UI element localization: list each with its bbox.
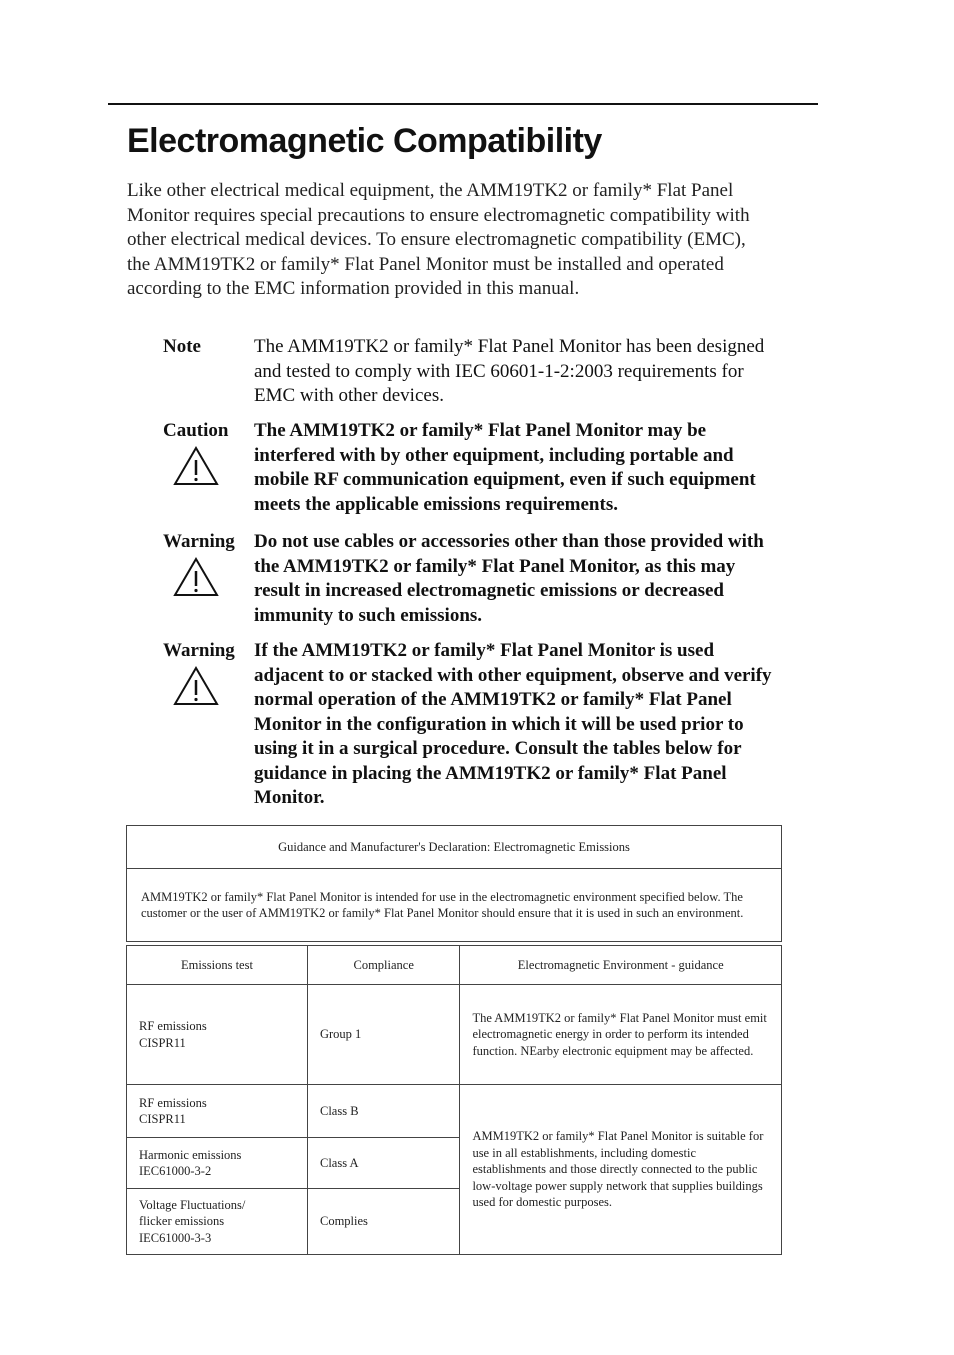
test-standard: CISPR11 [139, 1035, 186, 1050]
header-compliance: Compliance [307, 946, 459, 985]
test-name: RF emissions [139, 1095, 207, 1110]
compliance-cell: Group 1 [307, 985, 459, 1085]
warning-label: Warning [163, 531, 235, 552]
test-standard: IEC61000-3-2 [139, 1164, 212, 1178]
emissions-test-cell [127, 985, 308, 1085]
table-row [127, 1085, 782, 1138]
caution-text: The AMM19TK2 or family* Flat Panel Monitor may be interfered with by other equipment, including portable and mobile RF communication equipment, even if such equipment meets the applicable emissions requirements. [254, 420, 756, 515]
test-name: Harmonic emissions [139, 1147, 242, 1162]
guidance-cell: The AMM19TK2 or family* Flat Panel Monitor must emit electromagnetic energy in order to perform its intended function. NEarby electronic equipment may be affected. [460, 985, 782, 1085]
emissions-test-cell [127, 1085, 308, 1138]
warning-text-cables: Do not use cables or accessories other than those provided with the AMM19TK2 or family* Flat Panel Monitor, as this may result in increased electromagnetic emissions or decreased immunity to such emissions. [254, 531, 764, 626]
warning-triangle-icon [173, 446, 219, 486]
test-name: RF emissions [139, 1019, 207, 1033]
compliance-cell: Class A [307, 1138, 459, 1189]
note-text: The AMM19TK2 or family* Flat Panel Monitor has been designed and tested to comply with IEC 60601-1-2:2003 requirements for EMC with other devices. [254, 336, 765, 406]
table-intro: AMM19TK2 or family* Flat Panel Monitor is intended for use in the electromagnetic environment specified below. The customer or the user of AMM19TK2 or family* Flat Panel Monitor should ensure that it is used in such an environment. [127, 869, 782, 942]
test-name-cont: flicker emissions [139, 1214, 225, 1229]
warning-text-stacking: If the AMM19TK2 or family* Flat Panel Monitor is used adjacent to or stacked with other equipment, observe and verify normal operation of the AMM19TK2 or family* Flat Panel Monitor in the configuration in which it will be used prior to using it in a surgical procedure. Consult the tables below for guidance in placing the AMM19TK2 or family* Flat Panel Monitor. [254, 640, 772, 808]
caution-label: Caution [163, 420, 229, 441]
warning-triangle-icon [173, 666, 219, 706]
table-row [127, 985, 782, 1085]
emissions-table [126, 825, 782, 1255]
top-rule [108, 103, 818, 105]
emissions-test-cell [127, 1189, 308, 1255]
header-guidance: Electromagnetic Environment - guidance [460, 946, 782, 985]
warning-label: Warning [163, 640, 235, 661]
emissions-test-cell [127, 1138, 308, 1189]
test-name: Voltage Fluctuations/ [139, 1197, 246, 1212]
intro-paragraph: Like other electrical medical equipment, the AMM19TK2 or family* Flat Panel Monitor requires special precautions to ensure electromagnetic compatibility with other electrical medical devices. To ensure electromagnetic compatibility (EMC), the AMM19TK2 or family* Flat Panel Monitor must be installed and operated according to the EMC information provided in this manual. [127, 180, 750, 299]
header-emissions-test: Emissions test [127, 946, 308, 985]
table-header-row [127, 946, 782, 985]
test-standard: IEC61000-3-3 [139, 1230, 212, 1245]
test-standard: CISPR11 [139, 1112, 186, 1126]
compliance-cell: Class B [307, 1085, 459, 1138]
note-label: Note [163, 336, 201, 357]
page-title: Electromagnetic Compatibility [127, 122, 602, 160]
shared-guidance-cell: AMM19TK2 or family* Flat Panel Monitor is suitable for use in all establishments, including domestic establishments and those directly connected to the public low-voltage power supply network that supplies buildings used for domestic purposes. [460, 1085, 782, 1255]
compliance-cell: Complies [307, 1189, 459, 1255]
table-title: Guidance and Manufacturer's Declaration: Electromagnetic Emissions [127, 826, 782, 869]
warning-triangle-icon [173, 557, 219, 597]
